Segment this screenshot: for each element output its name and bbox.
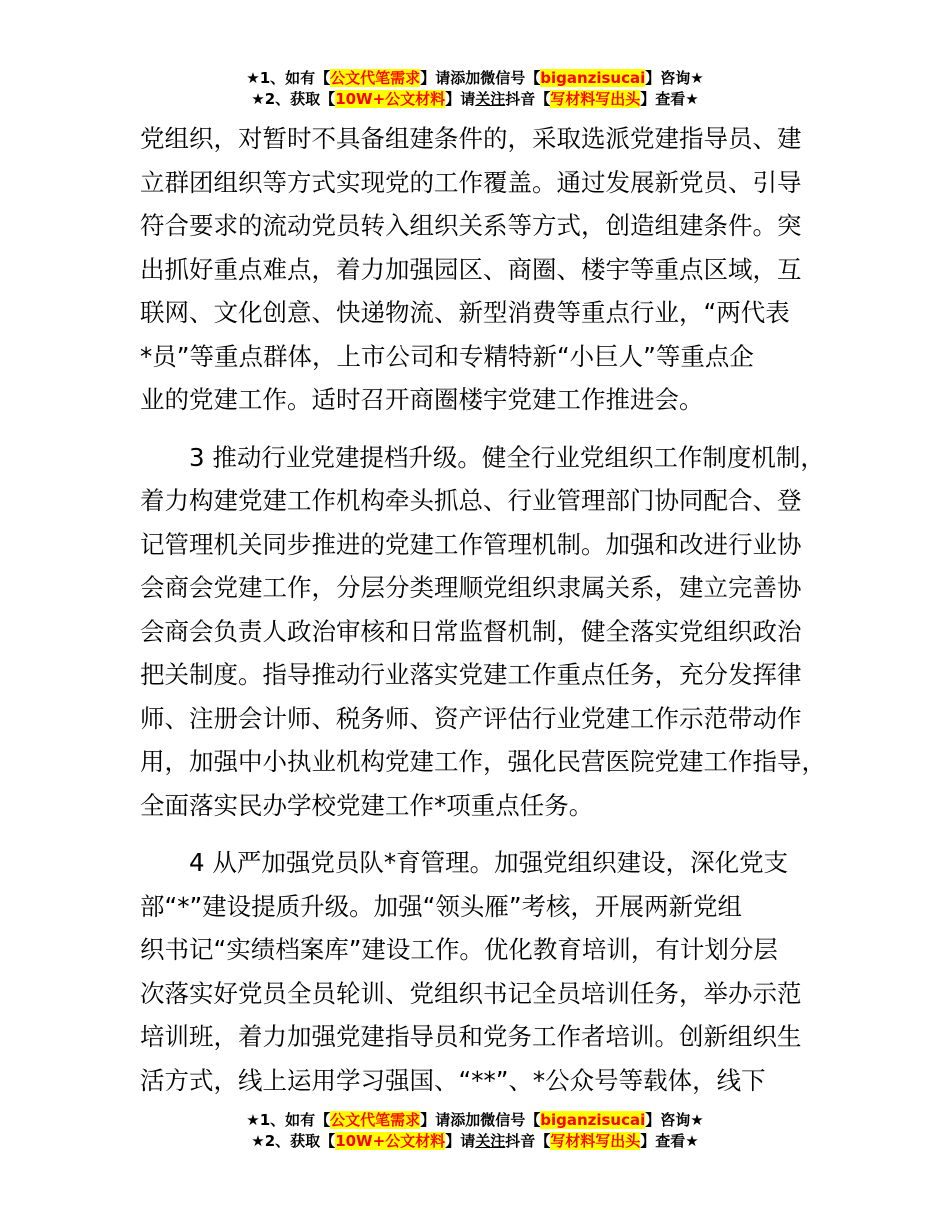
text-line: 出抓好重点难点，着力加强园区、商圈、楼宇等重点区域，互 <box>140 254 802 284</box>
banner-text: 】咨询★ <box>645 69 704 87</box>
banner-line-1 <box>0 68 950 89</box>
text-line: 师、注册会计师、税务师、资产评估行业党建工作示范带动作 <box>140 703 802 733</box>
banner-text: ★2、获取【 <box>251 90 336 108</box>
text-line: 业的党建工作。适时召开商圈楼宇党建工作推进会。 <box>140 385 704 414</box>
text-line: *员”等重点群体，上市公司和专精特新“小巨人”等重点企 <box>140 341 754 371</box>
paragraph-1 <box>140 117 830 422</box>
banner-text: 】请添加微信号【 <box>420 69 541 87</box>
banner-text: 】查看★ <box>640 90 699 108</box>
text-line: 会商会党建工作，分层分类理顺党组织隶属关系，建立完善协 <box>140 573 802 602</box>
banner-underlined-text: 关注 <box>475 90 506 108</box>
text-line: 全面落实民办学校党建工作*项重点任务。 <box>140 790 594 820</box>
banner-text: 】咨询★ <box>645 1111 704 1129</box>
banner-highlight: biganzisucai <box>540 1111 646 1129</box>
text-line: 着力构建党建工作机构牵头抓总、行业管理部门协同配合、登 <box>140 486 802 515</box>
paragraph-2 <box>140 436 830 828</box>
banner-text: 】请 <box>445 1132 476 1150</box>
text-line: 会商会负责人政治审核和日常监督机制，健全落实党组织政治 <box>140 616 802 646</box>
banner-text: 】查看★ <box>640 1132 699 1150</box>
text-line: 次落实好党员全员轮训、党组织书记全员培训任务，举办示范 <box>140 978 802 1008</box>
text-line: 记管理机关同步推进的党建工作管理机制。加强和改进行业协 <box>140 529 802 559</box>
text-line: 把关制度。指导推动行业落实党建工作重点任务，充分发挥律 <box>140 660 802 689</box>
text-line: 织书记“实绩档案库”建设工作。优化教育培训，有计划分层 <box>140 935 778 964</box>
banner-line-2 <box>0 1131 950 1152</box>
banner-highlight: biganzisucai <box>540 69 646 87</box>
text-line: 联网、文化创意、快递物流、新型消费等重点行业，“两代表 <box>140 298 790 327</box>
text-line: 党组织，对暂时不具备组建条件的，采取选派党建指导员、建 <box>140 124 802 153</box>
banner-highlight: 公文代笔需求 <box>330 1111 421 1129</box>
banner-highlight: 公文代笔需求 <box>330 69 421 87</box>
text-line: 4 从严加强党员队*育管理。加强党组织建设，深化党支 <box>189 848 789 877</box>
banner-underlined-text: 关注 <box>475 1132 506 1150</box>
text-line: 活方式，线上运用学习强国、“**”、*公众号等载体，线下 <box>140 1065 766 1095</box>
banner-text: ★2、获取【 <box>251 1132 336 1150</box>
banner-text: ★1、如有【 <box>246 69 331 87</box>
text-line: 部“*”建设提质升级。加强“领头雁”考核，开展两新党组 <box>140 891 743 921</box>
banner-line-2 <box>0 89 950 110</box>
banner-text: 抖音【 <box>505 1132 551 1150</box>
header-banner <box>0 68 950 110</box>
banner-text: 】请添加微信号【 <box>420 1111 541 1129</box>
footer-banner <box>0 1110 950 1152</box>
banner-highlight: 写材料写出头 <box>550 90 641 108</box>
text-line: 用，加强中小执业机构党建工作，强化民营医院党建工作指导， <box>140 747 826 776</box>
text-line: 符合要求的流动党员转入组织关系等方式，创造组建条件。突 <box>140 211 802 240</box>
banner-line-1 <box>0 1110 950 1131</box>
banner-highlight: 10W+公文材料 <box>335 90 446 108</box>
banner-text: ★1、如有【 <box>246 1111 331 1129</box>
banner-highlight: 10W+公文材料 <box>335 1132 446 1150</box>
banner-text: 抖音【 <box>505 90 551 108</box>
banner-text: 】请 <box>445 90 476 108</box>
text-line: 培训班，着力加强党建指导员和党务工作者培训。创新组织生 <box>140 1022 802 1051</box>
paragraph-3 <box>140 841 830 1102</box>
document-body <box>140 117 830 1102</box>
text-line: 立群团组织等方式实现党的工作覆盖。通过发展新党员、引导 <box>140 167 802 197</box>
text-line: 3 推动行业党建提档升级。健全行业党组织工作制度机制， <box>189 442 825 472</box>
banner-highlight: 写材料写出头 <box>550 1132 641 1150</box>
